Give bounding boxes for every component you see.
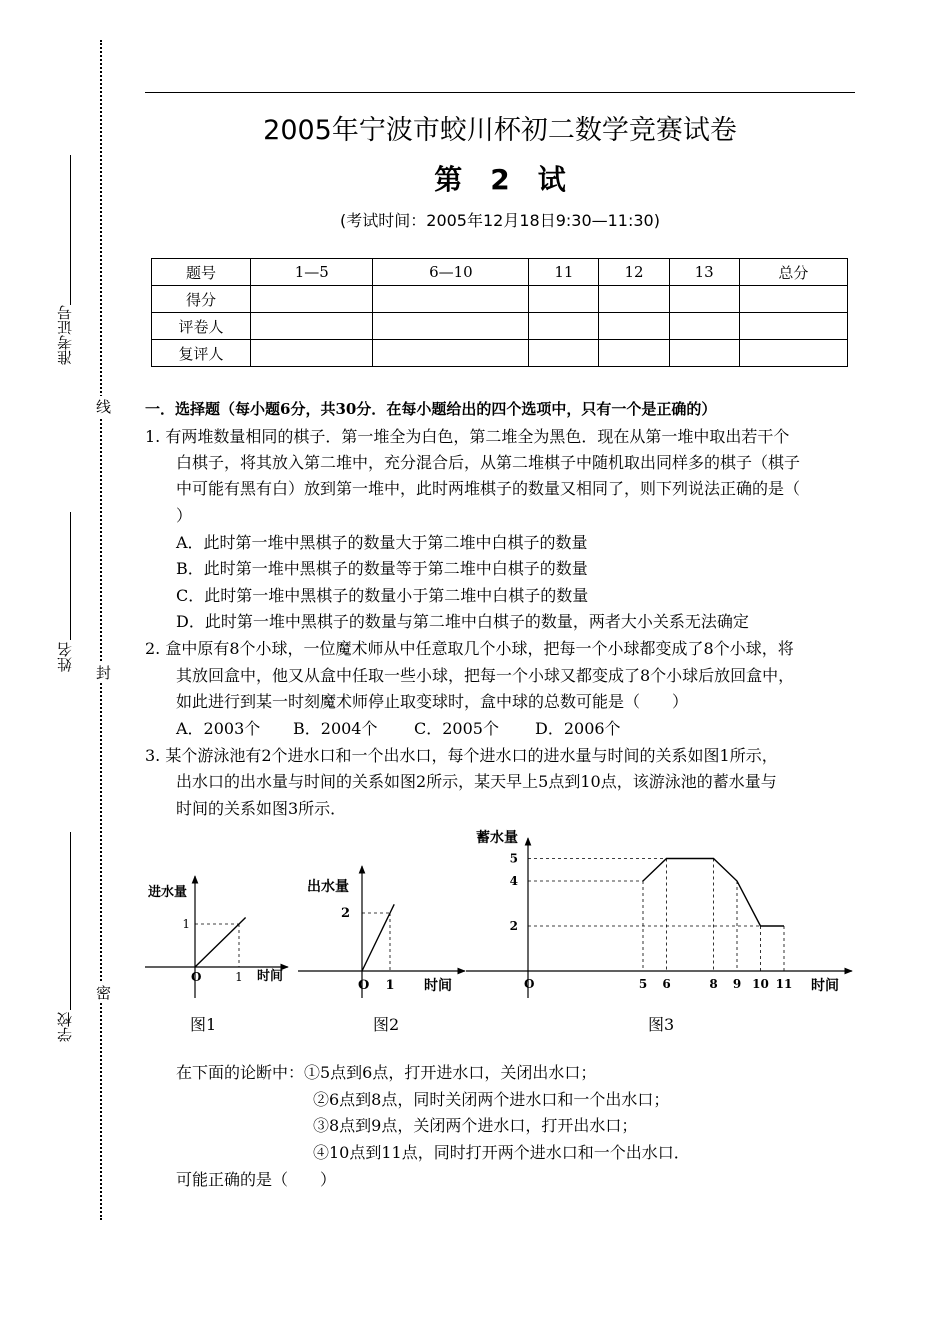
q3-line: 出水口的出水量与时间的关系如图2所示，某天早上5点到10点，该游泳池的蓄水量与 xyxy=(176,772,777,791)
q3-judgment-4: ④10点到11点，同时打开两个进水口和一个出水口． xyxy=(313,1143,690,1162)
seal-char: 封 xyxy=(96,664,112,682)
figure-3 xyxy=(466,829,852,998)
x-tick-label: 10 xyxy=(752,977,769,991)
x-tick-label: 6 xyxy=(662,977,671,991)
q2-option-c: C．2005个 xyxy=(414,719,499,738)
section-heading: 一．选择题（每小题6分，共30分．在每小题给出的四个选项中，只有一个是正确的） xyxy=(145,400,717,418)
series-line xyxy=(643,859,784,927)
figure-1 xyxy=(145,876,288,998)
row-label: 复评人 xyxy=(152,340,251,367)
x-tick-label: 8 xyxy=(709,977,718,991)
table-header-cell: 1—5 xyxy=(251,259,373,286)
x-tick-label: 11 xyxy=(775,977,793,991)
table-header-cell: 11 xyxy=(529,259,599,286)
y-tick-label: 4 xyxy=(509,874,518,888)
q3-line: 3. 某个游泳池有2个进水口和一个出水口，每个进水口的进水量与时间的关系如图1所示， xyxy=(145,746,778,765)
school-label: 学校 xyxy=(56,1012,74,1042)
series-line xyxy=(362,913,390,971)
x-tick-label: 1 xyxy=(385,978,395,993)
figure-3-caption: 图3 xyxy=(648,1015,675,1034)
q1-option-c: C．此时第一堆中黑棋子的数量小于第二堆中白棋子的数量 xyxy=(176,586,589,605)
origin-label: O xyxy=(524,977,535,991)
series-line xyxy=(195,924,239,967)
q3-ask: 可能正确的是（ ） xyxy=(176,1170,337,1189)
y-axis-label: 蓄水量 xyxy=(476,830,518,846)
x-axis-label: 时间 xyxy=(257,969,284,984)
q2-option-a: A．2003个 xyxy=(176,719,261,738)
q3-judgment-1: 在下面的论断中：①5点到6点，打开进水口，关闭出水口； xyxy=(176,1063,597,1082)
q1-option-a: A．此时第一堆中黑棋子的数量大于第二堆中白棋子的数量 xyxy=(176,533,588,552)
q1-option-b: B．此时第一堆中黑棋子的数量等于第二堆中白棋子的数量 xyxy=(176,559,588,578)
page-subtitle: 第 2 试 xyxy=(434,163,566,196)
q3-judgment-3: ③8点到9点，关闭两个进水口，打开出水口； xyxy=(313,1116,638,1135)
table-header-cell: 6—10 xyxy=(373,259,529,286)
line-char: 线 xyxy=(96,398,112,416)
x-tick-label: 5 xyxy=(638,977,648,991)
q2-line: 如此进行到某一时刻魔术师停止取变球时，盒中球的总数可能是（ ） xyxy=(176,692,689,711)
figure-1-caption: 图1 xyxy=(190,1015,217,1034)
q3-line: 时间的关系如图3所示． xyxy=(176,799,347,818)
figure-2 xyxy=(298,866,465,998)
y-tick-label: 1 xyxy=(182,917,190,931)
exam-no-label: 准考证号 xyxy=(56,305,74,365)
q2-line: 其放回盒中，他又从盒中任取一些小球，把每一个小球又都变成了8个小球后放回盒中， xyxy=(176,666,795,685)
x-axis-label: 时间 xyxy=(424,978,452,994)
table-header-cell: 12 xyxy=(599,259,669,286)
q1-option-d: D．此时第一堆中黑棋子的数量与第二堆中白棋子的数量，两者大小关系无法确定 xyxy=(176,612,749,631)
row-label: 得分 xyxy=(152,286,251,313)
y-axis-label: 出水量 xyxy=(307,879,349,895)
x-tick-label: 9 xyxy=(732,977,742,991)
q2-option-d: D．2006个 xyxy=(535,719,621,738)
y-tick-label: 5 xyxy=(509,851,518,866)
table-header-cell: 总分 xyxy=(739,259,847,286)
q1-line: ） xyxy=(176,506,193,525)
figure-2-caption: 图2 xyxy=(373,1015,400,1034)
table-header-cell: 13 xyxy=(669,259,739,286)
x-axis-label: 时间 xyxy=(811,978,839,994)
row-label: 评卷人 xyxy=(152,313,251,340)
q1-line: 1. 有两堆数量相同的棋子．第一堆全为白色，第二堆全为黑色．现在从第一堆中取出若干个 xyxy=(145,427,790,446)
secret-char: 密 xyxy=(96,984,112,1002)
y-axis-label: 进水量 xyxy=(148,885,188,900)
origin-label: O xyxy=(358,978,370,993)
y-tick-label: 2 xyxy=(340,906,350,921)
series-line-extension xyxy=(390,904,394,913)
series-line-extension xyxy=(239,918,246,924)
page-title: 2005年宁波市蛟川杯初二数学竞赛试卷 xyxy=(263,115,737,146)
q1-line: 白棋子，将其放入第二堆中，充分混合后，从第二堆棋子中随机取出同样多的棋子（棋子 xyxy=(176,453,801,472)
q1-line: 中可能有黑有白）放到第一堆中，此时两堆棋子的数量又相同了，则下列说法正确的是（ xyxy=(176,479,801,498)
q3-judgment-2: ②6点到8点，同时关闭两个进水口和一个出水口； xyxy=(313,1090,670,1109)
x-tick-label: 1 xyxy=(235,970,243,984)
q2-line: 2. 盒中原有8个小球，一位魔术师从中任意取几个小球，把每一个小球都变成了8个小球，将 xyxy=(145,639,794,658)
table-header-cell: 题号 xyxy=(152,259,251,286)
name-label: 姓名 xyxy=(56,642,74,672)
exam-time: (考试时间：2005年12月18日9:30—11:30) xyxy=(340,211,660,230)
origin-label: O xyxy=(191,970,202,984)
y-tick-label: 2 xyxy=(509,919,518,933)
q2-option-b: B．2004个 xyxy=(293,719,378,738)
